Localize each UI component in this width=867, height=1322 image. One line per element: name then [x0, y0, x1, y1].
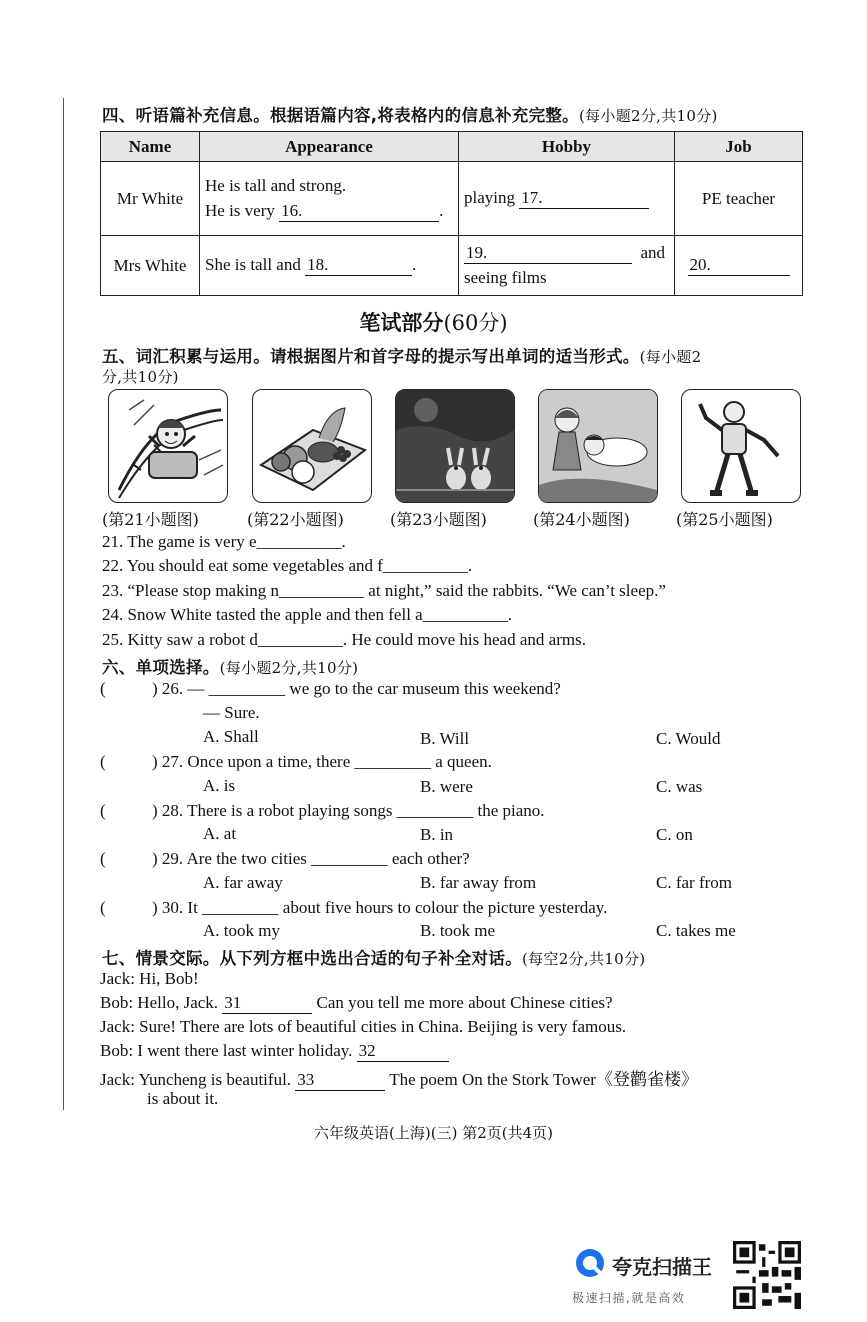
- section6-note: (每小题2分,共10分): [219, 659, 359, 677]
- section5-note-cont: 分,共10分): [102, 368, 179, 386]
- page-footer: 六年级英语(上海)(三) 第2页(共4页): [314, 1124, 553, 1142]
- option-a[interactable]: A. far away: [203, 873, 283, 892]
- option-b[interactable]: B. far away from: [420, 873, 537, 892]
- section4-title: [102, 102, 718, 126]
- option-a[interactable]: A. is: [203, 776, 236, 795]
- answer-blank-32[interactable]: 32: [357, 1041, 449, 1062]
- scanner-logo-icon: [574, 1247, 606, 1279]
- section7-title: [102, 945, 645, 969]
- answer-blank-18[interactable]: 18.: [305, 255, 412, 276]
- question-30: ) 30. It _________ about five hours to colour the picture yesterday.: [152, 898, 608, 917]
- cell-hobby: [459, 162, 675, 236]
- fruit-plate-picture: [252, 389, 372, 503]
- question-27: ) 27. Once upon a time, there _________ a queen.: [152, 752, 492, 771]
- answer-blank-17[interactable]: 17.: [519, 188, 649, 209]
- cell-appearance: He is tall and strong. He is very 16. .: [200, 162, 459, 236]
- option-c[interactable]: C. on: [656, 825, 693, 844]
- section7-heading: 七、情景交际。从下列方框中选出合适的句子补全对话。: [102, 949, 522, 968]
- question-22[interactable]: 22. You should eat some vegetables and f__________.: [102, 556, 473, 575]
- watermark-slogan: 极速扫描,就是高效: [572, 1291, 686, 1305]
- picture-caption: (第24小题图): [533, 510, 630, 529]
- question-23[interactable]: 23. “Please stop making n__________ at night,” said the rabbits. “We can’t sleep.”: [102, 581, 666, 600]
- picture-caption: (第23小题图): [390, 510, 487, 529]
- cell-job: PE teacher: [675, 162, 803, 236]
- answer-blank-20[interactable]: 20.: [688, 255, 790, 276]
- option-c[interactable]: C. was: [656, 777, 703, 796]
- written-title-text: 笔试部分: [359, 311, 444, 335]
- header-name: Name: [101, 132, 200, 162]
- snow-white-picture: [538, 389, 658, 503]
- table-row: [101, 162, 803, 236]
- picture-caption: (第25小题图): [676, 510, 773, 529]
- section6-heading: 六、单项选择。: [102, 658, 220, 677]
- answer-paren[interactable]: (: [100, 849, 106, 868]
- answer-paren[interactable]: (: [100, 752, 106, 771]
- table-row: [101, 236, 803, 296]
- section7-note: (每空2分,共10分): [522, 950, 646, 968]
- section6-title: [102, 654, 358, 678]
- hobby-text: seeing films: [464, 268, 547, 287]
- section5-title: [102, 343, 702, 367]
- cell-name: Mr White: [101, 162, 200, 236]
- question-26-reply: — Sure.: [203, 703, 260, 722]
- margin-line: [63, 98, 64, 1110]
- info-table: [100, 131, 803, 296]
- header-job: Job: [675, 132, 803, 162]
- picture-caption: (第21小题图): [102, 510, 199, 529]
- question-24[interactable]: 24. Snow White tasted the apple and then fell a__________.: [102, 605, 512, 624]
- cell-appearance: She is tall and 18. .: [200, 236, 459, 296]
- header-hobby: Hobby: [459, 132, 675, 162]
- dialogue-line: Jack: Sure! There are lots of beautiful cities in China. Beijing is very famous.: [100, 1017, 627, 1036]
- dialogue-text: The poem On the Stork Tower《登鹳雀楼》: [389, 1070, 698, 1089]
- and-text: and: [640, 243, 666, 262]
- option-c[interactable]: C. takes me: [656, 921, 736, 940]
- dialogue-text: Bob: I went there last winter holiday.: [100, 1041, 353, 1060]
- dialogue-text: Can you tell me more about Chinese cities?: [316, 993, 613, 1012]
- written-score: (60分): [443, 311, 508, 335]
- answer-blank-31[interactable]: 31: [222, 993, 312, 1014]
- section4-note: (每小题2分,共10分): [578, 107, 718, 125]
- appearance-line: He is very: [205, 200, 275, 220]
- answer-paren[interactable]: (: [100, 898, 106, 917]
- section5-title-cont: [102, 366, 179, 387]
- dialogue-line: is about it.: [147, 1089, 219, 1108]
- cell-job: [675, 236, 803, 296]
- watermark-name: 夸克扫描王: [612, 1255, 712, 1279]
- option-b[interactable]: B. in: [420, 825, 454, 844]
- dialogue-text: Bob: Hello, Jack.: [100, 993, 219, 1012]
- option-b[interactable]: B. Will: [420, 729, 470, 748]
- hobby-text: playing: [464, 188, 515, 207]
- question-28: ) 28. There is a robot playing songs _________ the piano.: [152, 801, 545, 820]
- section5-heading: 五、词汇积累与运用。请根据图片和首字母的提示写出单词的适当形式。: [102, 347, 640, 366]
- cell-hobby: [459, 236, 675, 296]
- option-a[interactable]: A. at: [203, 824, 237, 843]
- option-a[interactable]: A. Shall: [203, 727, 259, 746]
- question-29: ) 29. Are the two cities _________ each other?: [152, 849, 470, 868]
- question-26: ) 26. — _________ we go to the car museum this weekend?: [152, 679, 561, 698]
- picture-caption: (第22小题图): [247, 510, 344, 529]
- dialogue-line: [100, 1065, 698, 1091]
- option-b[interactable]: B. took me: [420, 921, 496, 940]
- question-21[interactable]: 21. The game is very e__________.: [102, 532, 346, 551]
- written-section-title: [0, 307, 867, 337]
- option-c[interactable]: C. Would: [656, 729, 721, 748]
- qr-code: [733, 1241, 801, 1309]
- appearance-line: He is tall and strong.: [205, 175, 347, 195]
- appearance-line: She is tall and: [205, 255, 301, 274]
- option-c[interactable]: C. far from: [656, 873, 733, 892]
- option-a[interactable]: A. took my: [203, 921, 280, 940]
- header-appearance: Appearance: [200, 132, 459, 162]
- scanner-watermark: [572, 1247, 712, 1305]
- answer-paren[interactable]: (: [100, 801, 106, 820]
- question-25[interactable]: 25. Kitty saw a robot d__________. He could move his head and arms.: [102, 630, 586, 649]
- section5-note: (每小题2: [639, 348, 702, 366]
- section4-heading: 四、听语篇补充信息。根据语篇内容,将表格内的信息补充完整。: [102, 106, 579, 125]
- option-b[interactable]: B. were: [420, 777, 473, 796]
- robot-dancing-picture: [681, 389, 801, 503]
- answer-paren[interactable]: (: [100, 679, 106, 698]
- roller-coaster-picture: [108, 389, 228, 503]
- answer-blank-19[interactable]: 19.: [464, 243, 632, 264]
- rabbits-night-picture: [395, 389, 515, 503]
- cell-name: Mrs White: [101, 236, 200, 296]
- dialogue-line: [100, 1041, 449, 1062]
- answer-blank-16[interactable]: 16.: [279, 201, 439, 222]
- answer-blank-33[interactable]: 33: [295, 1070, 385, 1091]
- dialogue-line: Jack: Hi, Bob!: [100, 969, 199, 988]
- dialogue-text: Jack: Yuncheng is beautiful.: [100, 1070, 292, 1089]
- dialogue-line: [100, 993, 613, 1014]
